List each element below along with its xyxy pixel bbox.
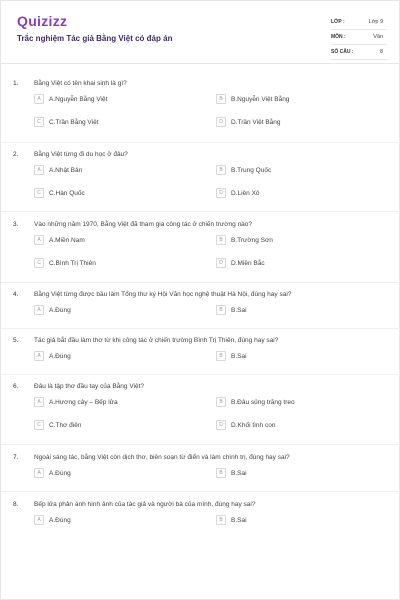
question-number: 7. bbox=[13, 454, 19, 461]
option-d[interactable] bbox=[216, 420, 275, 430]
option-c[interactable] bbox=[34, 258, 96, 268]
option-letter-box: B bbox=[216, 305, 226, 315]
option-text: B.Đâu sủng trăng treo bbox=[231, 398, 295, 406]
question-text: Vào những năm 1970, Bằng Việt đã tham gia công tác ở chiến trường nào? bbox=[34, 221, 253, 228]
question-number: 8. bbox=[13, 501, 19, 508]
question-number: 4. bbox=[13, 291, 19, 298]
option-letter-box: D bbox=[216, 420, 226, 430]
header-divider bbox=[1, 63, 400, 64]
question-text: Bằng Việt từng đi du học ở đâu? bbox=[34, 151, 128, 158]
option-letter-box: A bbox=[34, 351, 44, 361]
option-letter-box: A bbox=[34, 397, 44, 407]
meta-value: 8 bbox=[379, 49, 383, 55]
option-text: C.Thơ điên bbox=[49, 421, 82, 429]
option-text: B.Sai bbox=[231, 352, 247, 360]
question-text: Bằng Việt có tên khai sinh là gì? bbox=[34, 80, 127, 87]
option-b[interactable] bbox=[216, 397, 295, 407]
option-text: C.Bình Trị Thiên bbox=[49, 259, 96, 267]
question-number: 3. bbox=[13, 221, 19, 228]
question-divider bbox=[1, 328, 400, 329]
option-c[interactable] bbox=[34, 117, 99, 127]
option-text: A.Miền Nam bbox=[49, 236, 85, 244]
option-letter-box: D bbox=[216, 258, 226, 268]
option-b[interactable] bbox=[216, 351, 247, 361]
option-text: B.Sai bbox=[231, 516, 247, 524]
option-text: A.Hương cây – Bếp lửa bbox=[49, 398, 118, 406]
quizizz-logo: Quizizz bbox=[17, 13, 68, 29]
option-letter-box: B bbox=[216, 397, 226, 407]
question-text: Đâu là tập thơ đầu tay của Bằng Việt? bbox=[34, 383, 145, 390]
option-text: D.Khối tình con bbox=[231, 421, 276, 429]
meta-label: LỚP : bbox=[331, 19, 345, 25]
option-c[interactable] bbox=[34, 420, 81, 430]
option-a[interactable] bbox=[34, 351, 71, 361]
option-b[interactable] bbox=[216, 235, 273, 245]
option-a[interactable] bbox=[34, 468, 71, 478]
option-d[interactable] bbox=[216, 188, 260, 198]
option-text: D.Miền Bắc bbox=[231, 259, 265, 267]
option-text: A.Nguyễn Bằng Việt bbox=[49, 95, 108, 103]
option-letter-box: A bbox=[34, 235, 44, 245]
option-b[interactable] bbox=[216, 165, 271, 175]
option-b[interactable] bbox=[216, 515, 247, 525]
question-divider bbox=[1, 211, 400, 212]
option-letter-box: C bbox=[34, 258, 44, 268]
option-text: B.Sai bbox=[231, 306, 247, 314]
option-c[interactable] bbox=[34, 188, 85, 198]
meta-row-grade bbox=[331, 15, 387, 30]
option-b[interactable] bbox=[216, 468, 247, 478]
option-d[interactable] bbox=[216, 117, 281, 127]
question-divider bbox=[1, 374, 400, 375]
option-letter-box: B bbox=[216, 165, 226, 175]
option-letter-box: B bbox=[216, 351, 226, 361]
question-text: Ngoài sáng tác, bằng Việt còn dịch thơ, biên soạn từ điển và làm chính trị, đúng hay sai? bbox=[34, 454, 290, 461]
question-text: Bếp lửa phản ánh hình ảnh của tác giả và người bà của mình, đúng hay sai? bbox=[34, 501, 256, 508]
quiz-meta-table bbox=[331, 15, 387, 60]
option-text: A.Đúng bbox=[49, 306, 71, 314]
option-text: C.Trần Bằng Việt bbox=[49, 118, 99, 126]
option-text: B.Trung Quốc bbox=[231, 166, 272, 174]
option-text: C.Hàn Quốc bbox=[49, 189, 85, 197]
meta-label: SỐ CÂU : bbox=[331, 49, 354, 55]
question-number: 1. bbox=[13, 80, 19, 87]
meta-row-subject bbox=[331, 30, 387, 45]
option-letter-box: A bbox=[34, 515, 44, 525]
option-text: B.Trường Sơn bbox=[231, 236, 273, 244]
question-text: Bằng Việt từng được bầu làm Tổng thư ký Hội Văn học nghệ thuật Hà Nội, đúng hay sai? bbox=[34, 291, 292, 298]
question-text: Tác giả bắt đầu làm thơ từ khi công tác ở chiến trường Bình Trị Thiên, đúng hay sai? bbox=[34, 337, 279, 344]
meta-value: Văn bbox=[373, 34, 383, 40]
option-letter-box: C bbox=[34, 420, 44, 430]
option-a[interactable] bbox=[34, 397, 118, 407]
option-d[interactable] bbox=[216, 258, 265, 268]
question-number: 6. bbox=[13, 383, 19, 390]
option-text: D.Liên Xô bbox=[231, 189, 260, 197]
option-letter-box: B bbox=[216, 94, 226, 104]
option-a[interactable] bbox=[34, 515, 71, 525]
option-letter-box: B bbox=[216, 515, 226, 525]
question-number: 5. bbox=[13, 337, 19, 344]
option-letter-box: A bbox=[34, 468, 44, 478]
option-letter-box: A bbox=[34, 94, 44, 104]
option-b[interactable] bbox=[216, 305, 247, 315]
option-text: D.Trần Việt Bằng bbox=[231, 118, 281, 126]
option-a[interactable] bbox=[34, 165, 82, 175]
option-text: A.Nhật Bản bbox=[49, 166, 83, 174]
option-a[interactable] bbox=[34, 235, 85, 245]
option-a[interactable] bbox=[34, 94, 107, 104]
question-divider bbox=[1, 444, 400, 445]
option-text: B.Nguyễn Việt Bằng bbox=[231, 95, 290, 103]
option-text: B.Sai bbox=[231, 469, 247, 477]
option-letter-box: C bbox=[34, 117, 44, 127]
question-number: 2. bbox=[13, 151, 19, 158]
option-text: A.Đúng bbox=[49, 352, 71, 360]
question-divider bbox=[1, 282, 400, 283]
option-letter-box: D bbox=[216, 117, 226, 127]
option-a[interactable] bbox=[34, 305, 71, 315]
quiz-title: Trắc nghiệm Tác giả Bằng Việt có đáp án bbox=[17, 34, 173, 43]
option-letter-box: B bbox=[216, 468, 226, 478]
question-divider bbox=[1, 142, 400, 143]
option-letter-box: C bbox=[34, 188, 44, 198]
option-letter-box: A bbox=[34, 305, 44, 315]
meta-row-question-count bbox=[331, 45, 387, 60]
option-text: A.Đúng bbox=[49, 469, 71, 477]
option-letter-box: D bbox=[216, 188, 226, 198]
option-letter-box: A bbox=[34, 165, 44, 175]
question-divider bbox=[1, 491, 400, 492]
option-text: A.Đúng bbox=[49, 516, 71, 524]
meta-label: MÔN : bbox=[331, 34, 346, 40]
meta-value: Lớp 9 bbox=[368, 19, 383, 25]
option-letter-box: B bbox=[216, 235, 226, 245]
option-b[interactable] bbox=[216, 94, 289, 104]
